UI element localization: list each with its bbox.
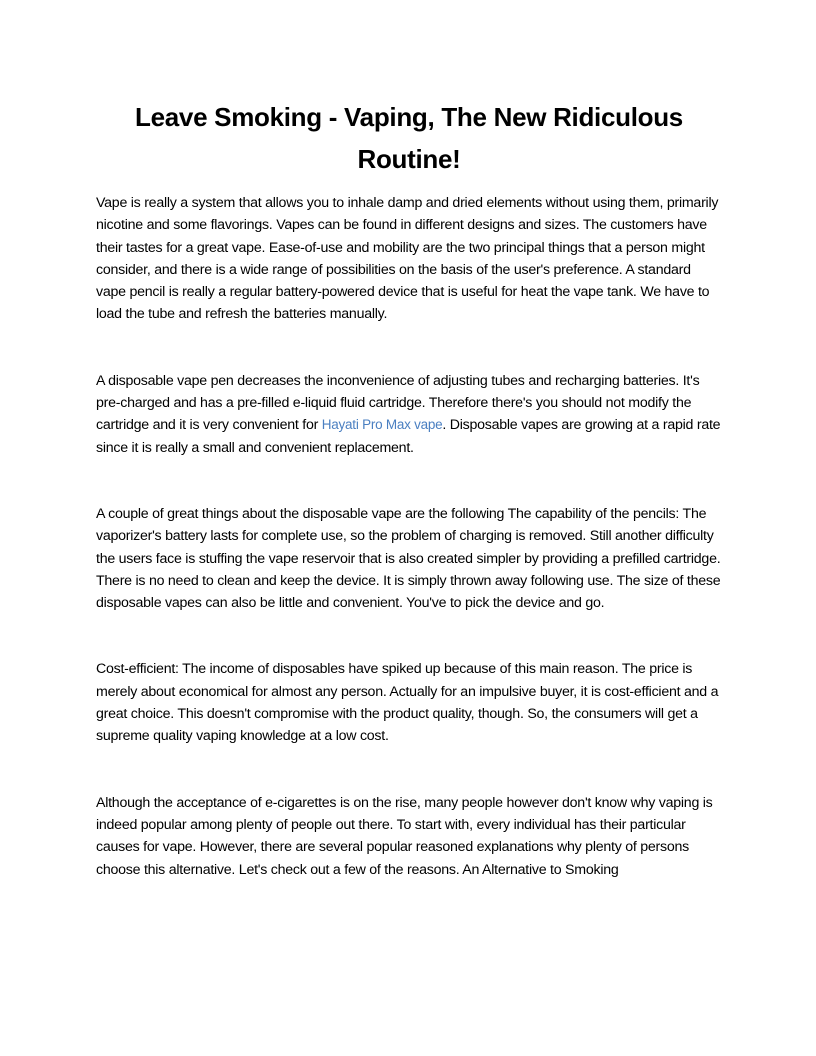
- paragraph-text: A disposable vape pen decreases the inconvenience of adjusting tubes and recharging batteries. It's pre-charged and has a pre-filled e-liquid fluid cartridge. Therefore there's you should not modify the cartridge and it is very convenient for: [96, 372, 700, 434]
- paragraph-popularity: Although the acceptance of e-cigarettes is on the rise, many people however don't know why vaping is indeed popular among plenty of people out there. To start with, every individual has their particular causes for vape. However, there are several popular reasoned explanations why plenty of persons choose this alternative. Let's check out a few of the reasons. An Alternative to Smoking: [96, 794, 713, 878]
- paragraph-text: . Disposable vapes are growing at a rapid rate since it is really a small and convenient replacement.: [96, 417, 721, 456]
- page-title: Leave Smoking - Vaping, The New Ridiculous Routine!: [135, 102, 683, 174]
- paragraph-spacer: [96, 748, 722, 792]
- paragraph-benefits: A couple of great things about the disposable vape are the following The capability of the pencils: The vaporizer's battery lasts for complete use, so the problem of charging is removed. Still another difficulty the users face is stuffing the vape reservoir that is also created simpler by providing a prefilled cartridge. There is no need to clean and keep the device. It is simply thrown away following use. The size of these disposable vapes can also be little and convenient. You've to pick the device and go.: [96, 505, 721, 612]
- paragraph-spacer: [96, 614, 722, 658]
- document-page: [96, 96, 722, 881]
- paragraph-spacer: [96, 326, 722, 370]
- paragraph-cost-efficient: Cost-efficient: The income of disposables have spiked up because of this main reason. The price is merely about economical for almost any person. Actually for an impulsive buyer, it is cost-efficient and a great choice. This doesn't compromise with the product quality, though. So, the consumers will get a supreme quality vaping knowledge at a low cost.: [96, 661, 719, 745]
- paragraph-spacer: [96, 459, 722, 503]
- hayati-pro-max-link[interactable]: Hayati Pro Max vape: [321, 417, 443, 433]
- paragraph-intro: Vape is really a system that allows you to inhale damp and dried elements without using them, primarily nicotine and some flavorings. Vapes can be found in different designs and sizes. The customers have their tastes for a great vape. Ease-of-use and mobility are the two principal things that a person might consider, and there is a wide range of possibilities on the basis of the user's preference. A standard vape pencil is really a regular battery-powered device that is useful for heat the vape tank. We have to load the tube and refresh the batteries manually.: [96, 195, 719, 323]
- paragraph-disposable: [96, 370, 722, 459]
